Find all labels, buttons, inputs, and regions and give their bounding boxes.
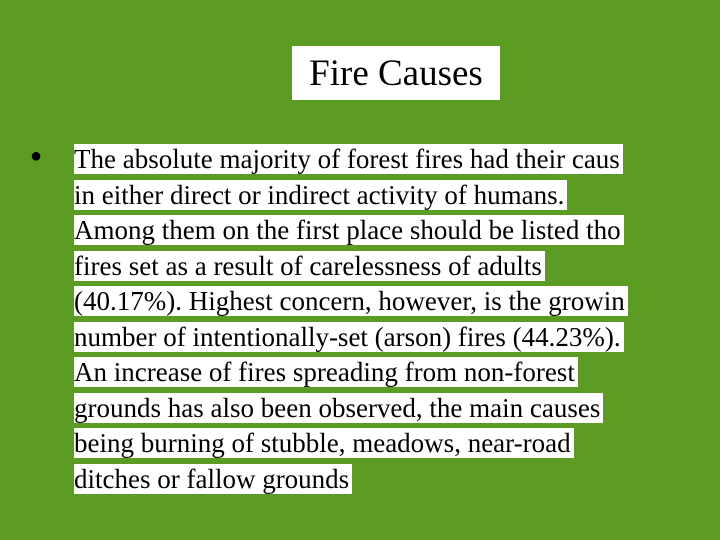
paragraph-line: [74, 391, 720, 427]
line-text: The absolute majority of forest fires had their caus: [74, 144, 623, 174]
paragraph-line: [74, 355, 720, 391]
line-text: (40.17%). Highest concern, however, is the growin: [74, 286, 628, 316]
paragraph-line: [74, 320, 720, 356]
line-text: grounds has also been observed, the main causes: [74, 393, 603, 423]
paragraph-line: [74, 426, 720, 462]
line-text: ditches or fallow grounds: [74, 464, 352, 494]
paragraph-line: [74, 284, 720, 320]
line-text: Among them on the first place should be listed tho: [74, 215, 624, 245]
paragraph-line: [74, 249, 720, 285]
line-text: being burning of stubble, meadows, near-road: [74, 428, 574, 458]
paragraph-line: [74, 213, 720, 249]
line-text: An increase of fires spreading from non-forest: [74, 357, 578, 387]
line-text: fires set as a result of carelessness of adults: [74, 251, 545, 281]
bullet-paragraph: [74, 142, 720, 497]
paragraph-line: [74, 142, 720, 178]
bullet-icon: ●: [30, 145, 43, 167]
slide-title-box: [292, 46, 500, 100]
line-text: in either direct or indirect activity of humans.: [74, 180, 567, 210]
paragraph-line: [74, 178, 720, 214]
slide-title: Fire Causes: [309, 52, 483, 94]
paragraph-line: [74, 462, 720, 498]
line-text: number of intentionally-set (arson) fires (44.23%).: [74, 322, 624, 352]
